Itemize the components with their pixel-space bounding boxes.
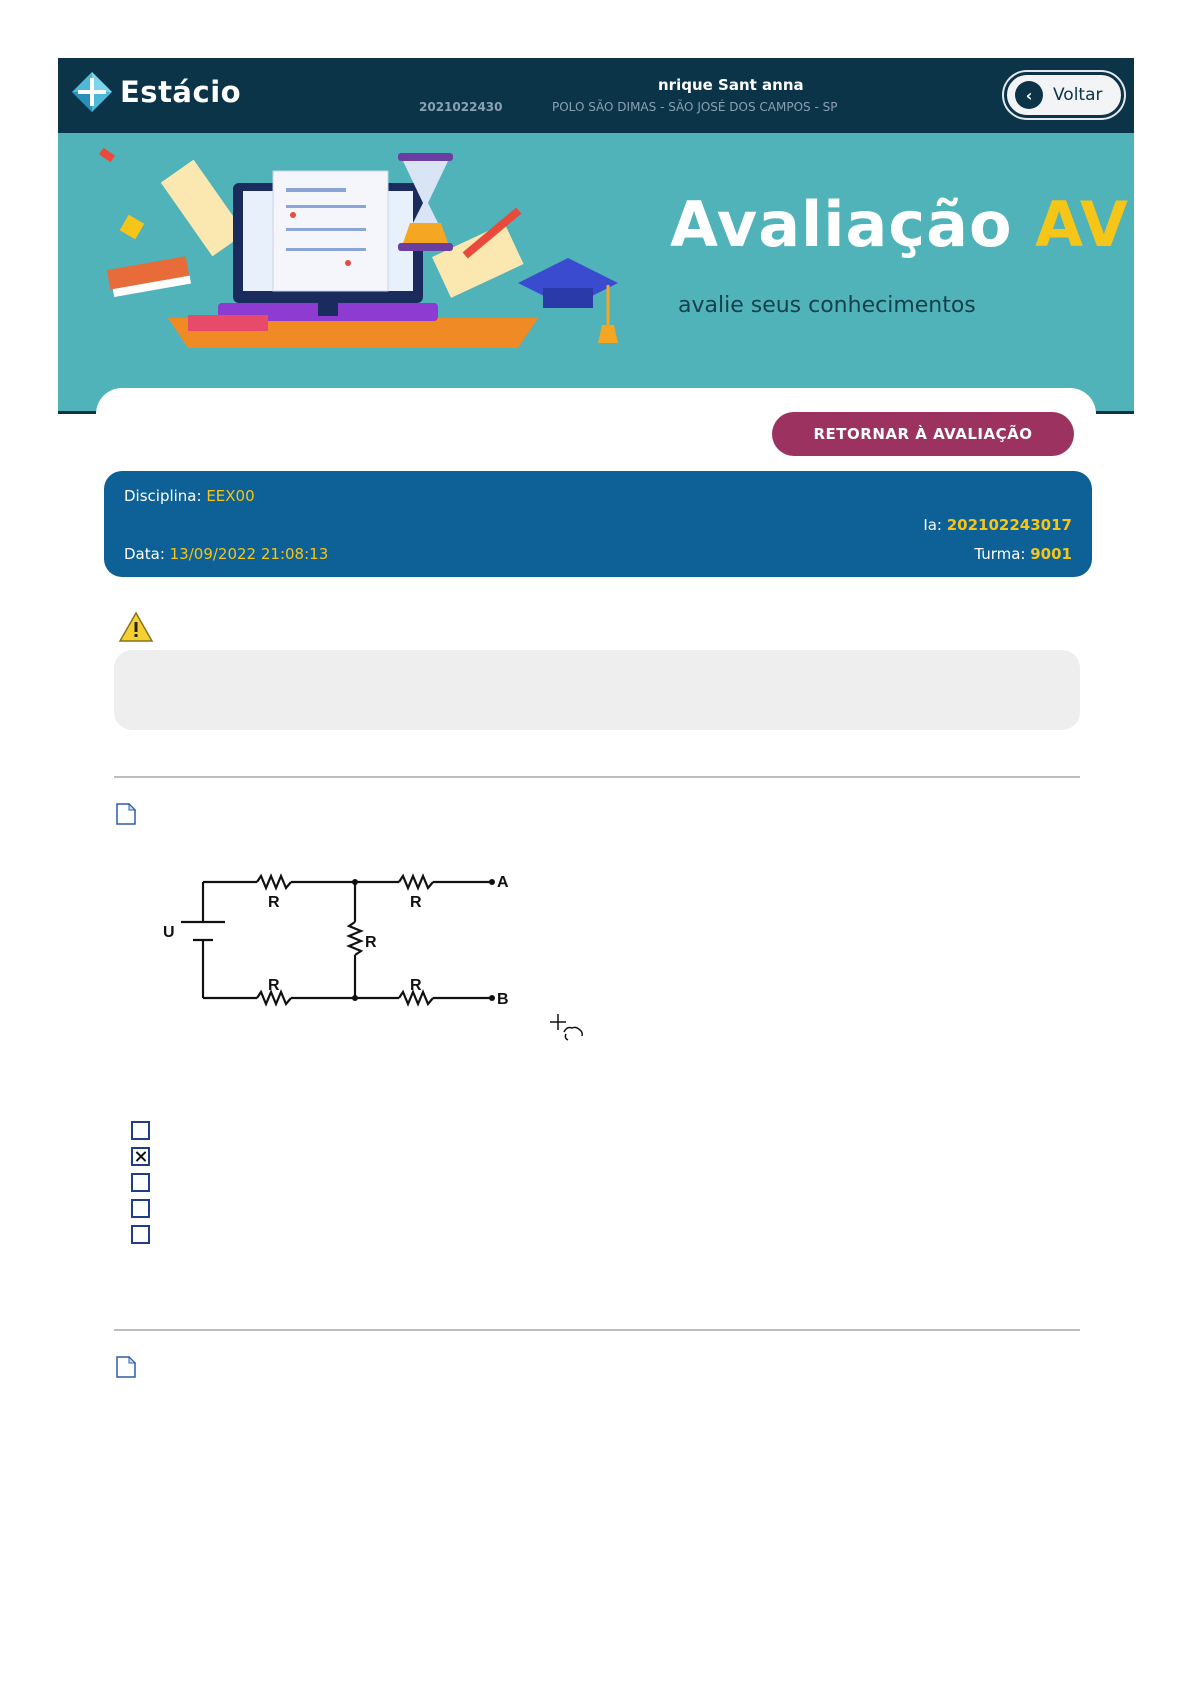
- warning-message-box: [114, 650, 1080, 730]
- ia-row: [923, 516, 1072, 534]
- turma-label: Turma:: [974, 545, 1031, 563]
- circuit-label-b: B: [497, 991, 509, 1008]
- user-polo: POLO SÃO DIMAS - SÃO JOSÉ DOS CAMPOS - SP: [552, 100, 838, 114]
- circuit-label-u: U: [163, 924, 175, 941]
- circuit-label-a: A: [497, 874, 509, 891]
- hero-banner: [58, 133, 1134, 413]
- option-checkbox-b[interactable]: [131, 1147, 150, 1166]
- exam-illustration-icon: [98, 143, 638, 373]
- back-button[interactable]: [1004, 72, 1124, 118]
- document-icon-2: [116, 1356, 136, 1378]
- page-subtitle: avalie seus conhecimentos: [678, 293, 976, 318]
- circuit-label-r5: R: [410, 977, 422, 994]
- data-label: Data:: [124, 545, 170, 563]
- page-title: [670, 188, 1129, 261]
- option-checkbox-a[interactable]: [131, 1121, 150, 1140]
- page-title-main: Avaliação: [670, 188, 1036, 261]
- ia-value: 202102243017: [946, 516, 1072, 534]
- chevron-left-icon: ‹: [1015, 81, 1043, 109]
- turma-value: 9001: [1030, 545, 1072, 563]
- top-bar: [58, 58, 1134, 133]
- user-name: nrique Sant anna: [658, 76, 804, 94]
- answer-options: [131, 1121, 150, 1251]
- option-checkbox-d[interactable]: [131, 1199, 150, 1218]
- user-matricula: 2021022430: [419, 100, 503, 114]
- ia-label: Ia:: [923, 516, 947, 534]
- circuit-diagram: [155, 870, 515, 1010]
- brand-name: Estácio: [120, 75, 242, 109]
- exam-info-panel: [104, 471, 1092, 577]
- page-title-accent: AV: [1035, 188, 1129, 261]
- option-checkbox-c[interactable]: [131, 1173, 150, 1192]
- warning-icon: [118, 611, 154, 643]
- circuit-label-r4: R: [268, 977, 280, 994]
- data-row: [124, 545, 328, 563]
- brand-logo[interactable]: [70, 70, 241, 114]
- disciplina-label: Disciplina:: [124, 487, 207, 505]
- document-icon: [116, 803, 136, 825]
- hand-cursor-icon: [550, 1012, 584, 1042]
- disciplina-value: EEX00: [206, 487, 255, 505]
- turma-row: [974, 545, 1072, 563]
- circuit-label-r1: R: [268, 894, 280, 911]
- return-to-exam-button[interactable]: RETORNAR À AVALIAÇÃO: [772, 412, 1074, 456]
- disciplina-row: [124, 487, 255, 505]
- question-divider-2: [114, 1329, 1080, 1331]
- back-button-label: Voltar: [1053, 85, 1103, 105]
- data-value: 13/09/2022 21:08:13: [169, 545, 329, 563]
- estacio-diamond-icon: [70, 70, 114, 114]
- question-divider: [114, 776, 1080, 778]
- option-checkbox-e[interactable]: [131, 1225, 150, 1244]
- circuit-label-r2: R: [410, 894, 422, 911]
- circuit-label-r3: R: [365, 934, 377, 951]
